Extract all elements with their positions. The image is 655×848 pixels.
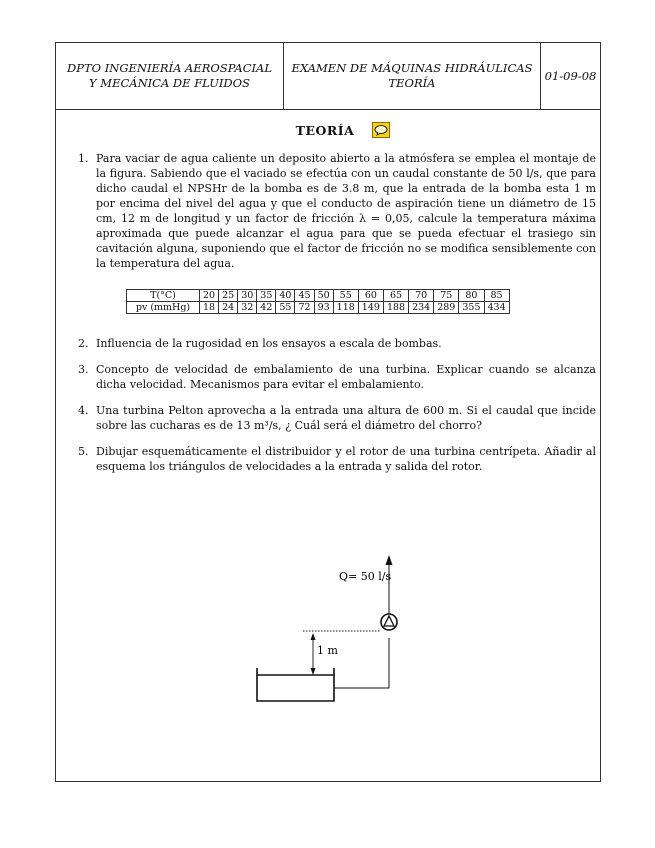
question-3: 3. Concepto de velocidad de embalamiento de una turbina. Explicar cuando se alcanza dicha velocidad. Mecanismos para evitar el embalamiento. <box>92 362 596 392</box>
table-cell: 118 <box>333 302 358 314</box>
section-title: TEORÍA <box>295 122 355 138</box>
table-cell: 42 <box>257 302 276 314</box>
flow-arrow-icon <box>386 555 393 565</box>
table-cell: 355 <box>459 302 484 314</box>
exam-title-line-1: EXAMEN DE MÁQUINAS HIDRÁULICAS <box>291 61 533 75</box>
table-cell: 80 <box>459 290 484 302</box>
table-cell: 70 <box>409 290 434 302</box>
table-cell: 25 <box>219 290 238 302</box>
table-cell: 75 <box>434 290 459 302</box>
exam-date: 01-09-08 <box>544 68 597 83</box>
table-cell: 65 <box>383 290 408 302</box>
table-cell: 72 <box>295 302 314 314</box>
question-4: 4. Una turbina Pelton aprovecha a la entrada una altura de 600 m. Si el caudal que incide sobre las cucharas es de 13 m³/s, ¿ Cuál será el diámetro del chorro? <box>92 403 596 433</box>
pump-diagram <box>56 43 600 781</box>
table-cell: 55 <box>276 302 295 314</box>
table-cell: 18 <box>200 302 219 314</box>
table-cell: 60 <box>358 290 383 302</box>
table-cell: 289 <box>434 302 459 314</box>
table-cell: 434 <box>484 302 509 314</box>
pressure-label: pv (mmHg) <box>127 302 200 314</box>
table-cell: 234 <box>409 302 434 314</box>
exam-title-line-2: TEORÍA <box>388 76 436 90</box>
temperature-label: T(°C) <box>127 290 200 302</box>
table-cell: 40 <box>276 290 295 302</box>
table-cell: 24 <box>219 302 238 314</box>
table-cell: 32 <box>238 302 257 314</box>
table-cell: 149 <box>358 302 383 314</box>
table-cell: 50 <box>314 290 333 302</box>
flow-label: Q= 50 l/s <box>339 570 392 583</box>
table-cell: 188 <box>383 302 408 314</box>
suction-pipe <box>334 638 389 688</box>
table-cell: 35 <box>257 290 276 302</box>
department-line-1: DPTO INGENIERÍA AEROSPACIAL <box>67 61 272 75</box>
question-2: 2. Influencia de la rugosidad en los ensayos a escala de bombas. <box>92 336 596 351</box>
table-cell: 85 <box>484 290 509 302</box>
table-cell: 93 <box>314 302 333 314</box>
tank-outline <box>257 668 334 701</box>
table-cell: 45 <box>295 290 314 302</box>
height-label: 1 m <box>317 644 338 657</box>
table-cell: 55 <box>333 290 358 302</box>
table-cell: 20 <box>200 290 219 302</box>
table-cell: 30 <box>238 290 257 302</box>
question-1-text: 1. Para vaciar de agua caliente un deposito abierto a la atmósfera se emplea el montaje de la figura. Sabiendo que el vaciado se efectúa con un caudal constante de 50 l/s, que para dicho caudal el NPSHr de la bomba es de 3.8 m, que la entrada de la bomba esta 1 m por encima del nivel del agua y que el conducto de aspiración tiene un diámetro de 15 cm, 12 m de longitud y un factor de fricción λ = 0,05, calcule la temperatura máxima aproximada que puede alcanzar el agua para que se pueda efectuar el trasiego sin cavitación alguna, suponiendo que el factor de fricción no se modifica sensiblemente con la temperatura del agua. <box>96 152 596 270</box>
question-5: 5. Dibujar esquemáticamente el distribuidor y el rotor de una turbina centrípeta. Añadir al esquema los triángulos de velocidades a la entrada y salida del rotor. <box>92 444 596 474</box>
department-line-2: Y MECÁNICA DE FLUIDOS <box>89 76 250 90</box>
exam-page <box>55 42 601 782</box>
